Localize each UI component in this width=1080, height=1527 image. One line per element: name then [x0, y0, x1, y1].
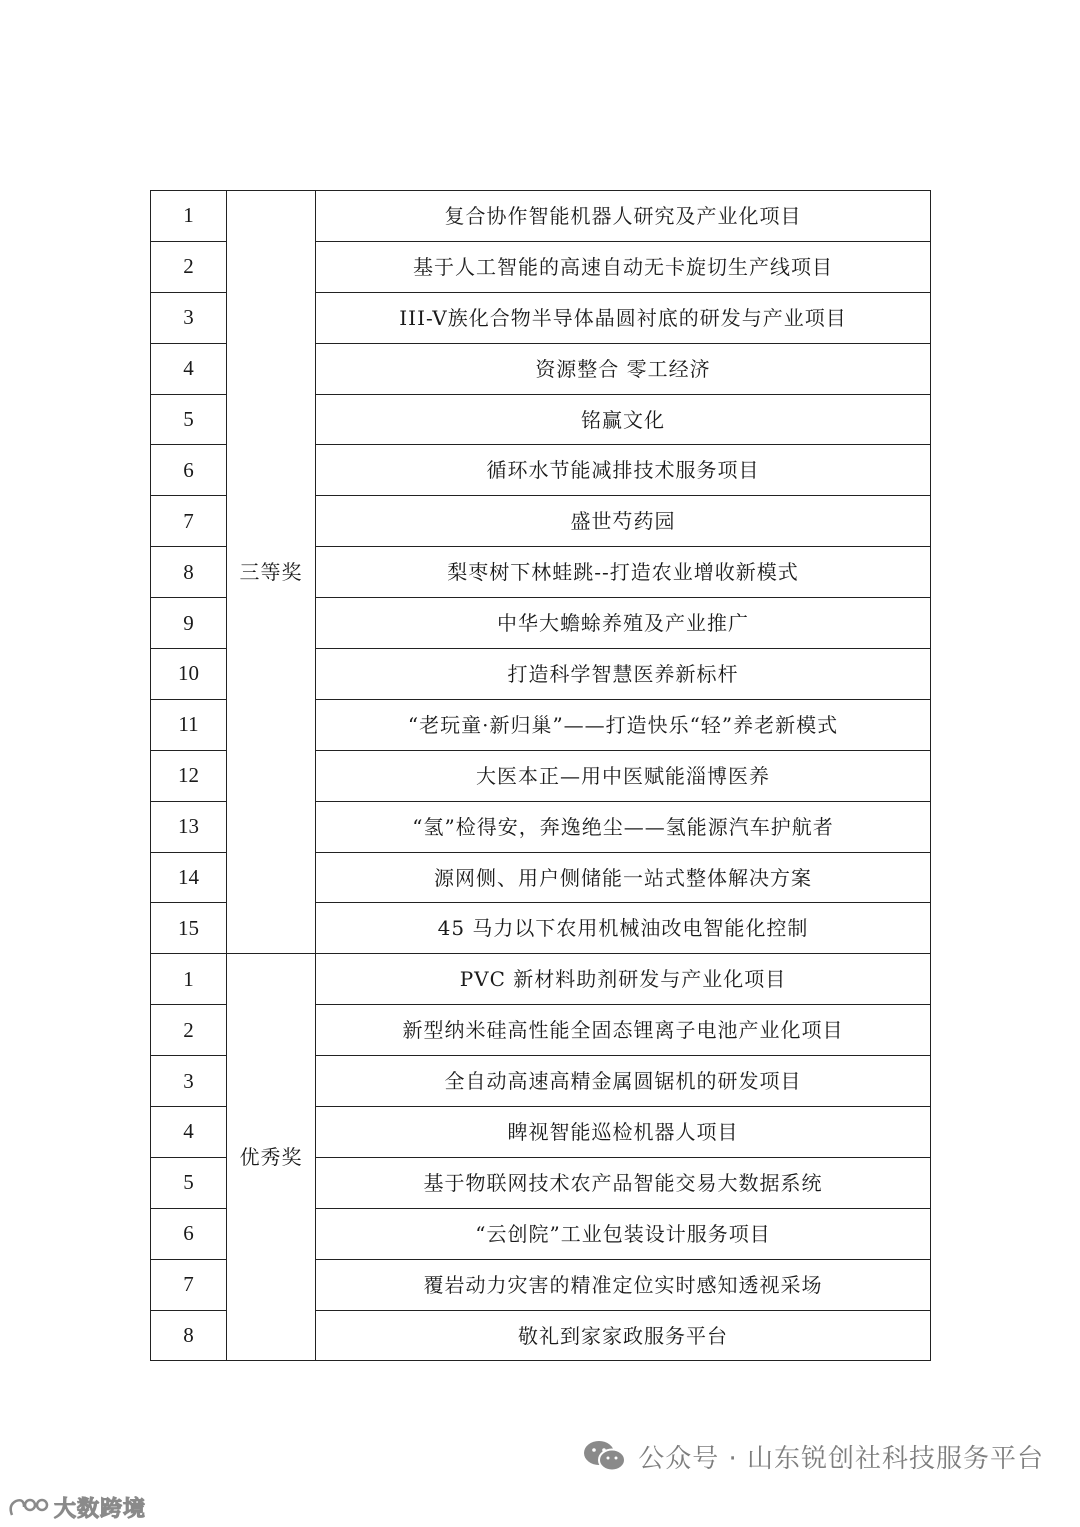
row-number: 3 [151, 1056, 227, 1107]
row-number: 12 [151, 750, 227, 801]
row-number: 15 [151, 903, 227, 954]
row-number: 2 [151, 1005, 227, 1056]
row-number: 6 [151, 445, 227, 496]
row-number: 8 [151, 547, 227, 598]
project-name: 全自动高速高精金属圆锯机的研发项目 [316, 1056, 931, 1107]
project-name: 敬礼到家家政服务平台 [316, 1310, 931, 1361]
wechat-footer [582, 1430, 1044, 1482]
project-name: III-V族化合物半导体晶圆衬底的研发与产业项目 [316, 292, 931, 343]
row-number: 3 [151, 292, 227, 343]
project-name: PVC 新材料助剂研发与产业化项目 [316, 954, 931, 1005]
watermark-text: 大数跨境 [54, 1497, 147, 1522]
project-name: 睥视智能巡检机器人项目 [316, 1107, 931, 1158]
project-name: 资源整合 零工经济 [316, 343, 931, 394]
watermark [6, 1492, 146, 1523]
project-name: 基于物联网技术农产品智能交易大数据系统 [316, 1157, 931, 1208]
project-name: 覆岩动力灾害的精准定位实时感知透视采场 [316, 1259, 931, 1310]
row-number: 5 [151, 1157, 227, 1208]
project-name: “氢”检得安，奔逸绝尘——氢能源汽车护航者 [316, 801, 931, 852]
award-table-body [151, 191, 931, 1361]
row-number: 11 [151, 699, 227, 750]
project-name: 循环水节能减排技术服务项目 [316, 445, 931, 496]
project-name: “老玩童·新归巢”——打造快乐“轻”养老新模式 [316, 699, 931, 750]
table-row [151, 191, 931, 242]
row-number: 8 [151, 1310, 227, 1361]
row-number: 9 [151, 598, 227, 649]
project-name: 复合协作智能机器人研究及产业化项目 [316, 191, 931, 242]
award-table [150, 190, 931, 1361]
project-name: 基于人工智能的高速自动无卡旋切生产线项目 [316, 241, 931, 292]
project-name: 45 马力以下农用机械油改电智能化控制 [316, 903, 931, 954]
row-number: 1 [151, 954, 227, 1005]
project-name: 大医本正—用中医赋能淄博医养 [316, 750, 931, 801]
row-number: 2 [151, 241, 227, 292]
wechat-icon [582, 1438, 628, 1474]
project-name: “云创院”工业包装设计服务项目 [316, 1208, 931, 1259]
row-number: 4 [151, 1107, 227, 1158]
project-name: 打造科学智慧医养新标杆 [316, 649, 931, 700]
row-number: 10 [151, 649, 227, 700]
project-name: 盛世芍药园 [316, 496, 931, 547]
award-category: 三等奖 [227, 191, 316, 954]
project-name: 中华大蟾蜍养殖及产业推广 [316, 598, 931, 649]
project-name: 铭赢文化 [316, 394, 931, 445]
bigdata-logo-icon [6, 1495, 50, 1521]
row-number: 5 [151, 394, 227, 445]
row-number: 1 [151, 191, 227, 242]
row-number: 4 [151, 343, 227, 394]
row-number: 6 [151, 1208, 227, 1259]
footer-text: 公众号 · 山东锐创社科技服务平台 [638, 1443, 1044, 1474]
project-name: 源网侧、用户侧储能一站式整体解决方案 [316, 852, 931, 903]
project-name: 梨枣树下林蛙跳--打造农业增收新模式 [316, 547, 931, 598]
row-number: 7 [151, 1259, 227, 1310]
project-name: 新型纳米硅高性能全固态锂离子电池产业化项目 [316, 1005, 931, 1056]
award-category: 优秀奖 [227, 954, 316, 1361]
row-number: 13 [151, 801, 227, 852]
row-number: 7 [151, 496, 227, 547]
table-row [151, 954, 931, 1005]
row-number: 14 [151, 852, 227, 903]
